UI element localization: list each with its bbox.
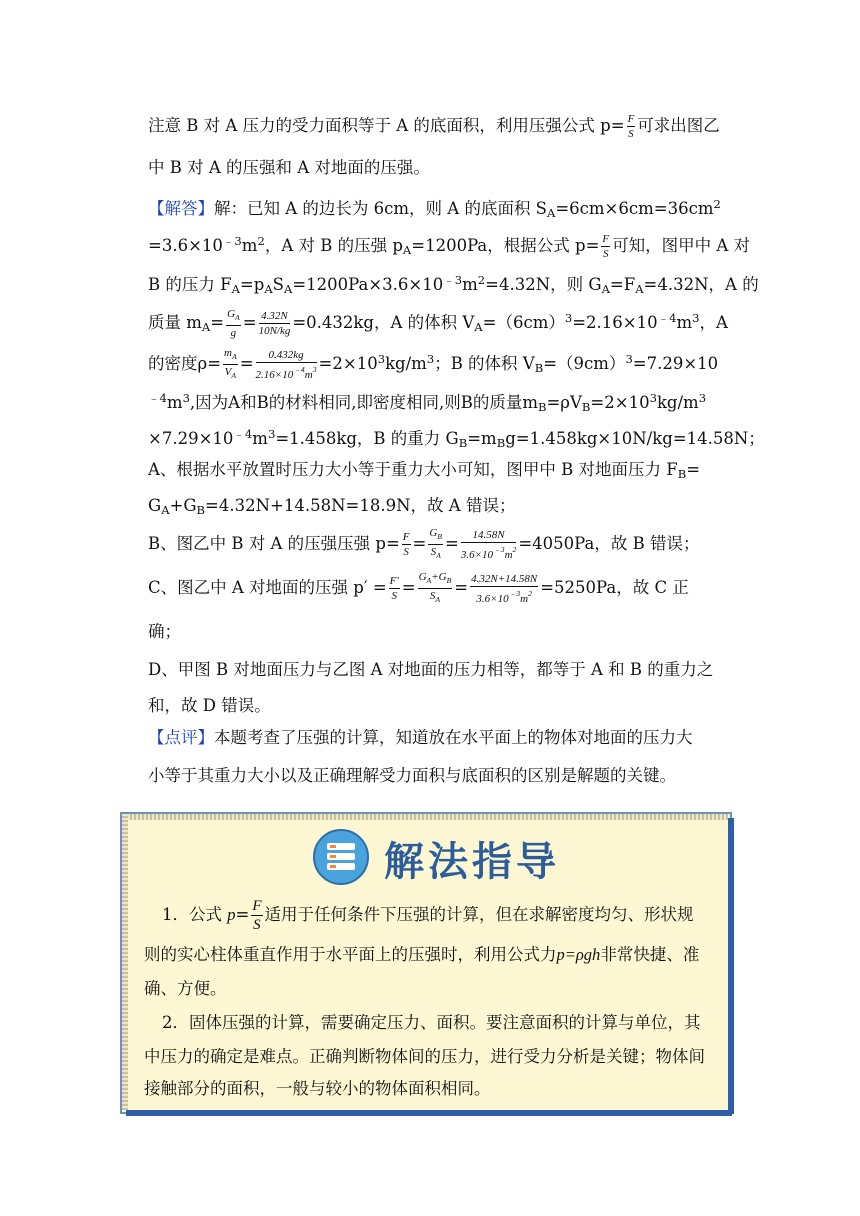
text: =5250Pa，故 C 正 <box>540 578 689 597</box>
subscript: B <box>677 467 687 481</box>
text: =1.458kg，B 的重力 G <box>275 429 459 448</box>
review-tag: 【点评】 <box>148 728 214 747</box>
text-line <box>148 614 736 650</box>
superscript: ﹣4 <box>148 391 167 405</box>
text-line <box>148 720 736 756</box>
formula-fraction: $\frac{F}{S}$ <box>252 898 262 933</box>
guide-paragraph: 1．公式 p= $\frac{F}{S}$ 适用于任何条件下压强的计算，但在求解密度均匀、形状规 <box>162 898 694 933</box>
text: =4.32N，A 的 <box>643 275 759 294</box>
superscript: 3 <box>377 352 386 366</box>
guide-paragraph: 中压力的确定是难点。正确判断物体间的压力，进行受力分析是关键；物体间 <box>144 1047 705 1066</box>
text: 可求出图乙 <box>637 116 720 135</box>
formula-fraction: $\frac{F}{S}$ <box>602 233 610 260</box>
superscript: ﹣4 <box>657 311 677 325</box>
formula-fraction: $\frac{4.32N+14.58N}{3.6\times 10^{﹣3}m^2}$ <box>471 572 538 605</box>
text: D、甲图 B 对地面压力与乙图 A 对地面的压力相等，都等于 A 和 B 的重力之 <box>148 660 714 679</box>
superscript: 3 <box>692 311 700 325</box>
superscript: 3 <box>426 352 435 366</box>
subscript: A <box>402 243 412 257</box>
text: B 的压力 F <box>148 275 232 294</box>
text: +G <box>169 496 197 515</box>
text: A、根据水平放置时压力大小等于重力大小可知，图甲中 B 对地面压力 F <box>148 460 678 479</box>
superscript: 3 <box>267 427 276 441</box>
text: m <box>241 236 258 255</box>
text: S <box>272 275 284 294</box>
text: 小等于其重力大小以及正确理解受力面积与底面积的区别是解题的关键。 <box>148 766 676 785</box>
subscript: B <box>581 400 591 414</box>
text: =2.16×10 <box>572 313 658 332</box>
subscript: A <box>635 282 644 296</box>
text: =7.29×10 <box>632 354 719 373</box>
subscript: B <box>534 361 544 375</box>
subscript: B <box>196 503 206 517</box>
text: kg/m <box>385 354 427 373</box>
text: ,因为A和B的材料相同,即密度相同,则B的质量m <box>189 393 538 412</box>
superscript: ﹣3 <box>443 273 463 287</box>
superscript: 3 <box>649 391 657 405</box>
subscript: A <box>264 282 273 296</box>
text-line <box>148 108 736 144</box>
superscript: ﹣3 <box>222 234 242 248</box>
text: 本题考查了压强的计算，知道放在水平面上的物体对地面的压力大 <box>214 728 693 747</box>
formula-fraction: $\frac{4.32N}{10N/kg}$ <box>258 310 291 337</box>
subscript: B <box>537 400 547 414</box>
text: 质量 m <box>148 313 202 332</box>
guide-paragraph: 2．固体压强的计算，需要确定压力、面积。要注意面积的计算与单位，其 <box>162 1013 701 1032</box>
text: kg/m <box>656 393 699 412</box>
formula-fraction: $\frac{F}{S}$ <box>402 531 410 558</box>
text: =m <box>467 429 497 448</box>
text: =1200Pa×3.6×10 <box>292 275 444 294</box>
text: =1200Pa，根据公式 p= <box>411 236 600 255</box>
text: ，A 对 B 的压强 p <box>264 236 403 255</box>
box-shadow <box>728 818 734 1114</box>
text: 的密度ρ= <box>148 354 222 373</box>
superscript: 2 <box>713 197 721 211</box>
subscript: B <box>496 436 506 450</box>
subscript: A <box>601 282 610 296</box>
text: =4.32N+14.58N=18.9N，故 A 错误； <box>205 496 516 515</box>
text: m <box>676 313 693 332</box>
answer-tag: 【解答】 <box>148 199 214 218</box>
text-line: B、图乙中 B 对 A 的压强压强 p= $\frac{F}{S}$ = $\frac{G_B}{S_A}$ = $\frac{14.58N}{3.6\times 10^{﹣3}m^2}$ =4050Pa，故 B 错误； <box>148 527 700 561</box>
text: 和，故 D 错误。 <box>148 696 271 715</box>
superscript: 3 <box>564 311 573 325</box>
text: ；B 的体积 V <box>434 354 535 373</box>
guide-title: 解法指导 <box>384 839 560 885</box>
text: 中 B 对 A 的压强和 A 对地面的压强。 <box>148 158 430 177</box>
subscript: A <box>474 320 483 334</box>
formula-fraction: $\frac{F'}{S}$ <box>389 575 399 602</box>
formula-fraction: $\frac{F}{S}$ <box>627 113 635 140</box>
text-line <box>148 452 736 492</box>
superscript: 2 <box>257 234 265 248</box>
text-line: 质量 $m_A=$ $\frac{G_A}{g}$ = $\frac{4.32N}{10N/kg}$ =0.432kg，A 的体积 $V_A=(6cm)^3=2.16\times 10^{﹣4}m^3$，A <box>148 308 728 339</box>
box-border-pattern <box>122 814 128 1110</box>
text: 确； <box>148 622 181 641</box>
superscript: 2 <box>477 273 486 287</box>
text: =4.32N，则 G <box>485 275 602 294</box>
formula-fraction: $\frac{G_A}{g}$ <box>227 308 240 339</box>
superscript: 3 <box>698 391 707 405</box>
books-icon <box>312 828 370 886</box>
text: = <box>686 460 701 479</box>
formula-fraction: $\frac{G_B}{S_A}$ <box>429 527 442 560</box>
text: =ρV <box>546 393 582 412</box>
method-guide-box <box>120 812 732 1114</box>
text: =（9cm） <box>543 354 626 373</box>
subscript: A <box>231 282 240 296</box>
text: =F <box>609 275 636 294</box>
text-line <box>148 488 736 528</box>
text: m <box>166 393 183 412</box>
text: =6cm×6cm=36cm <box>555 199 714 218</box>
subscript: B <box>458 436 468 450</box>
guide-paragraph: 则的实心柱体重直作用于水平面上的压强时，利用公式力p=ρgh非常快捷、准 <box>144 945 700 964</box>
box-shadow <box>126 1110 732 1116</box>
text: =4050Pa，故 B 错误； <box>518 534 700 553</box>
text: ，A <box>699 313 728 332</box>
text: =p <box>239 275 265 294</box>
text-line <box>148 688 736 724</box>
superscript: ﹣4 <box>233 427 253 441</box>
box-border-pattern <box>122 814 728 820</box>
subscript: A <box>547 206 556 220</box>
text: =3.6×10 <box>148 236 223 255</box>
text: B、图乙中 B 对 A 的压强压强 p= <box>148 534 400 553</box>
subscript: A <box>201 320 211 334</box>
text: ×7.29×10 <box>148 429 234 448</box>
superscript: 3 <box>182 391 190 405</box>
text-line <box>148 150 736 186</box>
formula-fraction: $\frac{0.432kg}{2.16\times 10^{﹣4}m^3}$ <box>255 348 317 381</box>
text: 注意 B 对 A 压力的受力面积等于 A 的底面积，利用压强公式 p= <box>148 116 625 135</box>
formula-fraction: $\frac{m_A}{V_A}$ <box>224 347 237 380</box>
text: =2×10 <box>590 393 650 412</box>
text: C、图乙中 A 对地面的压强 p′ = <box>148 578 387 597</box>
formula-fraction: $\frac{14.58N}{3.6\times 10^{﹣3}m^2}$ <box>460 528 517 561</box>
text: m <box>252 429 268 448</box>
formula-fraction: $\frac{G_A+G_B}{S_A}$ <box>418 571 452 604</box>
superscript: 3 <box>625 352 633 366</box>
guide-paragraph: 接触部分的面积，一般与较小的物体面积相同。 <box>144 1079 491 1098</box>
text: =2×10 <box>318 354 378 373</box>
subscript: A <box>161 503 170 517</box>
text-line: C、图乙中 A 对地面的压强 p′ = $\frac{F'}{S}$ = $\frac{G_A+G_B}{S_A}$ = $\frac{4.32N+14.58N}{3.6\times 10^{﹣3}m^2}$ =5250Pa，故 C 正 <box>148 571 689 605</box>
guide-paragraph: 确、方便。 <box>144 979 227 998</box>
text: 可知，图甲中 A 对 <box>612 236 751 255</box>
text-line <box>148 758 736 794</box>
text: g=1.458kg×10N/kg=14.58N； <box>505 429 765 448</box>
text-line <box>148 652 736 688</box>
text: =0.432kg，A 的体积 V <box>292 313 475 332</box>
text: G <box>148 496 162 515</box>
text: m <box>462 275 478 294</box>
subscript: A <box>283 282 293 296</box>
text: 解：已知 A 的边长为 6cm，则 A 的底面积 S <box>214 199 547 218</box>
text-line: 的密度ρ= $\frac{m_A}{V_A}$ = $\frac{0.432kg}{2.16\times 10^{﹣4}m^3}$ $=2\times 10^3kg/m^3$；B 的体积 $V_B=(9cm)^3=7.29\times 10$ <box>148 347 719 381</box>
text: =（6cm） <box>482 313 565 332</box>
